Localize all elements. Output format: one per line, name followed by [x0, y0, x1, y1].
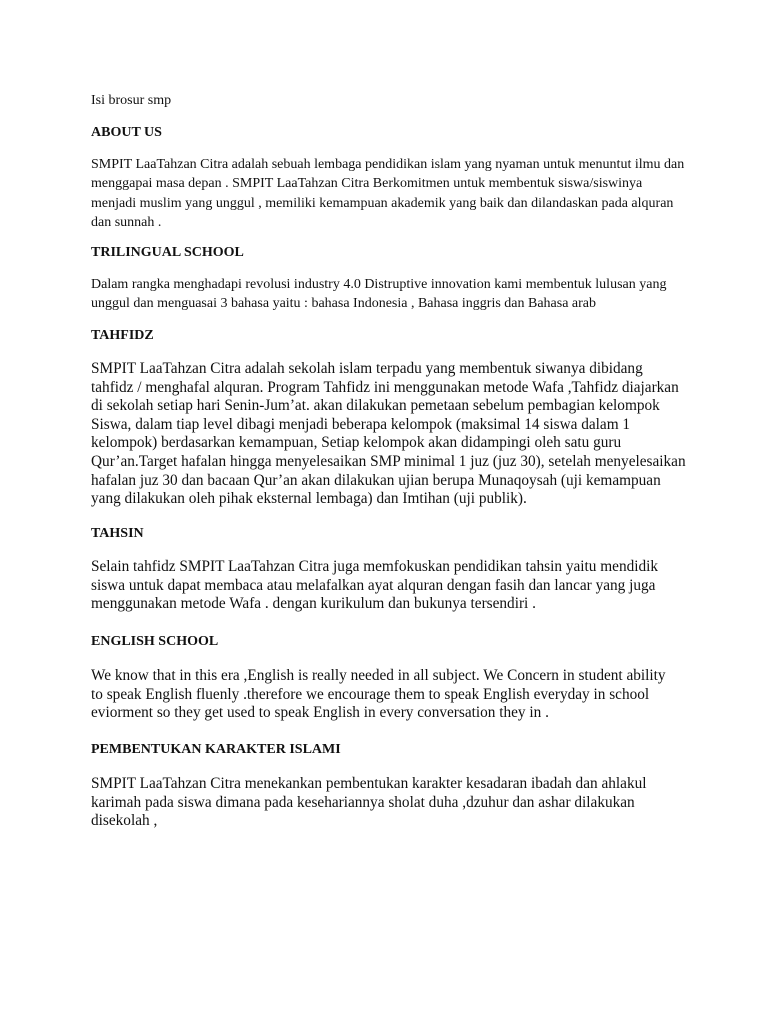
- heading-trilingual-school: TRILINGUAL SCHOOL: [91, 245, 244, 260]
- text-line: dan sunnah .: [91, 214, 162, 230]
- heading-english-school: ENGLISH SCHOOL: [91, 634, 219, 649]
- text-line: Dalam rangka menghadapi revolusi industry 4.0 Distruptive innovation kami membentuk lulusan yang: [91, 277, 667, 292]
- document-title: Isi brosur smp: [91, 93, 172, 108]
- text-line: Qur’an.Target hafalan hingga menyelesaikan SMP minimal 1 juz (juz 30), setelah menyelesaikan: [91, 452, 686, 470]
- text-line: Siswa, dalam tiap level dibagi menjadi beberapa kelompok (maksimal 14 siswa dalam 1: [91, 415, 631, 433]
- text-line: to speak English fluenly .therefore we encourage them to speak English everyday in school: [91, 685, 650, 703]
- paragraph-about-us: [91, 155, 691, 232]
- text-line: karimah pada siswa dimana pada kesehariannya sholat duha ,dzuhur dan ashar dilakukan: [91, 793, 635, 811]
- text-line: eviorment so they get used to speak English in every conversation they in .: [91, 704, 549, 722]
- heading-tahfidz: TAHFIDZ: [91, 328, 154, 343]
- text-line: di sekolah setiap hari Senin-Jum’at. akan dilakukan pemetaan sebelum pembagian kelompok: [91, 397, 660, 415]
- text-line: menggunakan metode Wafa . dengan kurikulum dan bukunya tersendiri .: [91, 595, 536, 613]
- text-line: menggapai masa depan . SMPIT LaaTahzan Citra Berkomitmen untuk membentuk siswa/siswinya: [91, 176, 643, 192]
- text-line: disekolah ,: [91, 812, 158, 830]
- text-line: menjadi muslim yang unggul , memiliki kemampuan akademik yang baik dan dilandaskan pada alquran: [91, 195, 674, 211]
- paragraph-tahfidz: [91, 360, 691, 509]
- text-line: SMPIT LaaTahzan Citra adalah sebuah lembaga pendidikan islam yang nyaman untuk menuntut ilmu dan: [91, 157, 685, 172]
- heading-pembentukan-karakter-islami: PEMBENTUKAN KARAKTER ISLAMI: [91, 742, 341, 757]
- text-line: kelompok) berdasarkan kemampuan, Setiap kelompok akan didampingi oleh satu guru: [91, 434, 622, 452]
- paragraph-pembentukan-karakter-islami: [91, 775, 691, 831]
- text-line: Selain tahfidz SMPIT LaaTahzan Citra juga memfokuskan pendidikan tahsin yaitu mendidik: [91, 558, 659, 575]
- paragraph-english-school: [91, 667, 691, 723]
- text-line: tahfidz / menghafal alquran. Program Tahfidz ini menggunakan metode Wafa ,Tahfidz diajarkan: [91, 378, 679, 396]
- text-line: siswa untuk dapat membaca atau melafalkan ayat alquran dengan fasih dan lancar yang juga: [91, 576, 656, 594]
- text-line: We know that in this era ,English is really needed in all subject. We Concern in student ability: [91, 667, 666, 684]
- paragraph-trilingual-school: [91, 275, 691, 314]
- heading-about-us: ABOUT US: [91, 125, 162, 140]
- text-line: yang dilakukan oleh pihak eksternal lembaga) dan Imtihan (uji publik).: [91, 490, 527, 508]
- text-line: SMPIT LaaTahzan Citra menekankan pembentukan karakter kesadaran ibadah dan ahlakul: [91, 775, 647, 792]
- paragraph-tahsin: [91, 558, 691, 614]
- text-line: hafalan juz 30 dan bacaan Qur’an akan dilakukan ujian berupa Munaqoysah (uji kemampuan: [91, 471, 661, 489]
- text-line: unggul dan menguasai 3 bahasa yaitu : bahasa Indonesia , Bahasa inggris dan Bahasa arab: [91, 296, 597, 312]
- text-line: SMPIT LaaTahzan Citra adalah sekolah islam terpadu yang membentuk siwanya dibidang: [91, 360, 643, 377]
- heading-tahsin: TAHSIN: [91, 526, 144, 541]
